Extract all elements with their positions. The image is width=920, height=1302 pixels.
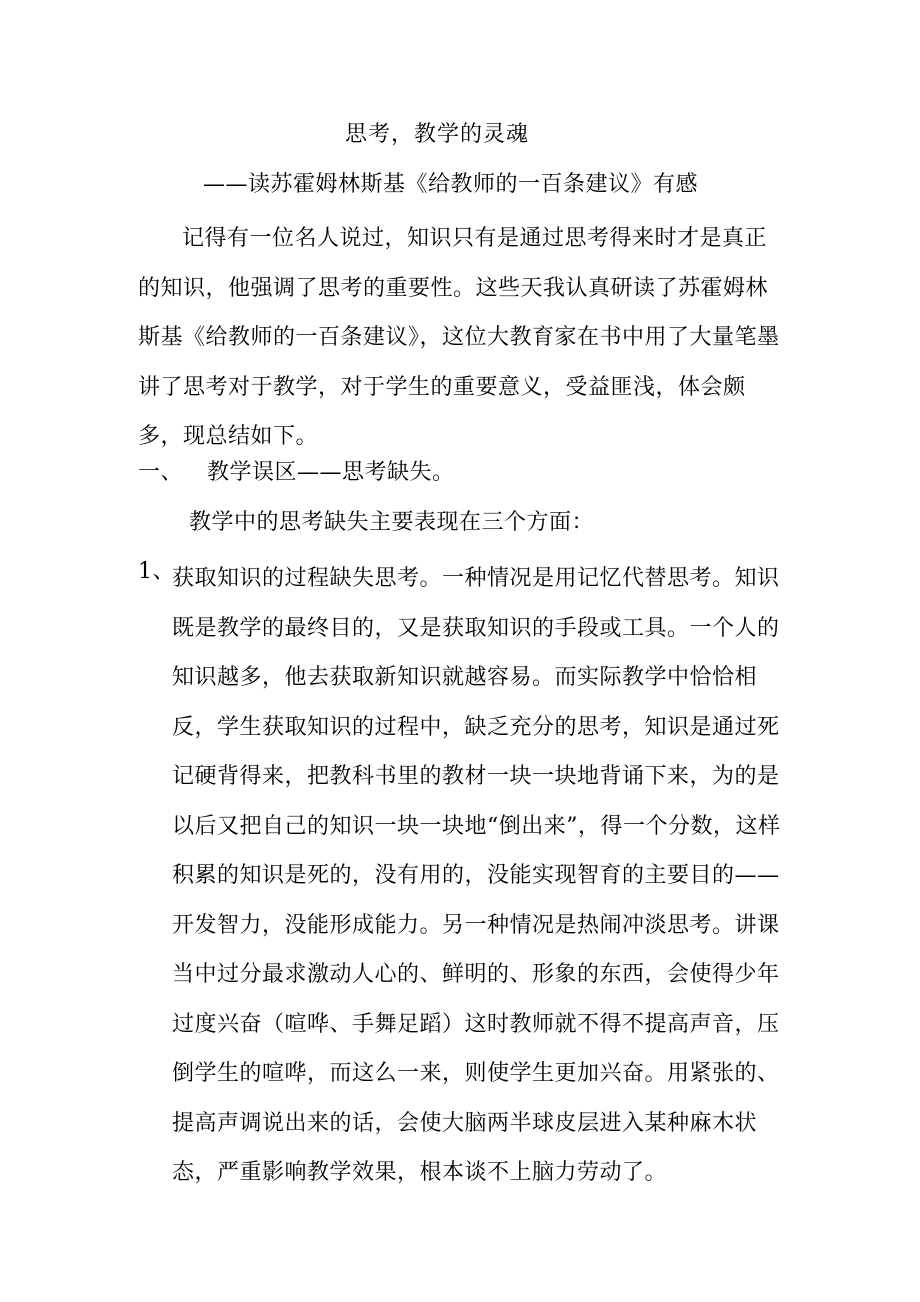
- section-one-heading: 教学误区——思考缺失。: [207, 460, 455, 485]
- intro-paragraph: 记得有一位名人说过，知识只有是通过思考得来时才是真正的知识，他强调了思考的重要性。这些天我认真研读了苏霍姆林斯基《给教师的一百条建议》，这位大教育家在书中用了大量笔墨讲了思考对于教学，对于学生的重要意义，受益匪浅，体会颇多，现总结如下。: [138, 226, 780, 449]
- item-one-text: 获取知识的过程缺失思考。一种情况是用记忆代替思考。知识既是教学的最终目的，又是获取知识的手段或工具。一个人的知识越多，他去获取新知识就越容易。而实际教学中恰恰相反，学生获取知识的过程中，缺乏充分的思考，知识是通过死记硬背得来，把教科书里的教材一块一块地背诵下来，为的是以后又把自己的知识一块一块地“倒出来”，得一个分数，这样积累的知识是死的，没有用的，没能实现智育的主要目的——开发智力，没能形成能力。另一种情况是热闹冲淡思考。讲课当中过分最求激动人心的、鲜明的、形象的东西，会使得少年过度兴奋（喧哗、手舞足蹈）这时教师就不得不提高声音，压倒学生的喧哗，而这么一来，则使学生更加兴奋。用紧张的、提高声调说出来的话，会使大脑两半球皮层进入某种麻木状态，严重影响教学效果，根本谈不上脑力劳动了。: [172, 566, 781, 1185]
- item-one-number: 1、: [138, 559, 175, 584]
- page-subtitle: ——读苏霍姆林斯基《给教师的一百条建议》有感: [203, 172, 699, 197]
- section-intro-paragraph: 教学中的思考缺失主要表现在三个方面：: [189, 510, 595, 535]
- section-one-number: 一、: [138, 460, 184, 485]
- page-title: 思考，教学的灵魂: [345, 122, 530, 147]
